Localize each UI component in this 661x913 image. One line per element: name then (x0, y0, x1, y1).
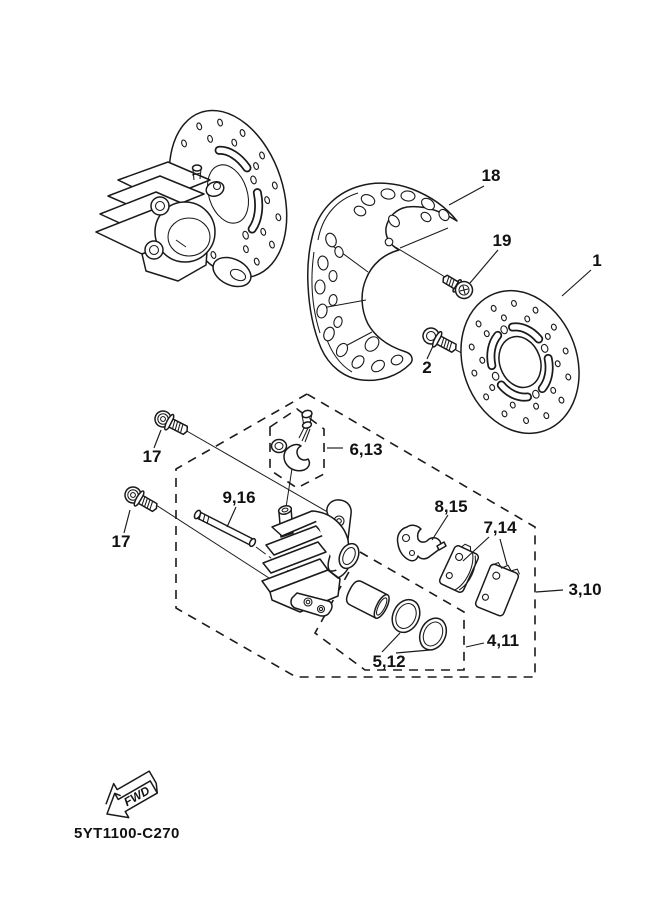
brake-disc (442, 274, 599, 450)
diagram-code: 5YT1100-C270 (74, 825, 180, 842)
assembled-brake-unit (96, 95, 307, 293)
callout-9-16: 9,16 (222, 488, 256, 507)
callout-17-upper: 17 (142, 447, 162, 466)
guard-screw (392, 245, 476, 302)
piston-seals (387, 595, 451, 654)
pad-spring (397, 525, 446, 561)
callout-18: 18 (481, 166, 501, 185)
callout-3-10: 3,10 (568, 580, 602, 599)
callout-4-11: 4,11 (486, 631, 520, 650)
fwd-label: FWD (121, 783, 153, 810)
caliper-piston (344, 579, 392, 621)
callout-8-15: 8,15 (434, 497, 468, 516)
disc-guard (308, 183, 457, 380)
fwd-direction-arrow (96, 765, 165, 826)
brake-pad-outer (474, 559, 521, 617)
callout-19: 19 (492, 231, 512, 250)
callout-2: 2 (422, 358, 432, 377)
callout-17-lower: 17 (111, 532, 131, 551)
callout-1: 1 (592, 251, 602, 270)
callout-7-14: 7,14 (483, 518, 517, 537)
callout-6-13: 6,13 (349, 440, 383, 459)
bleed-screw-set (272, 409, 313, 514)
callout-5-12: 5,12 (372, 652, 406, 671)
